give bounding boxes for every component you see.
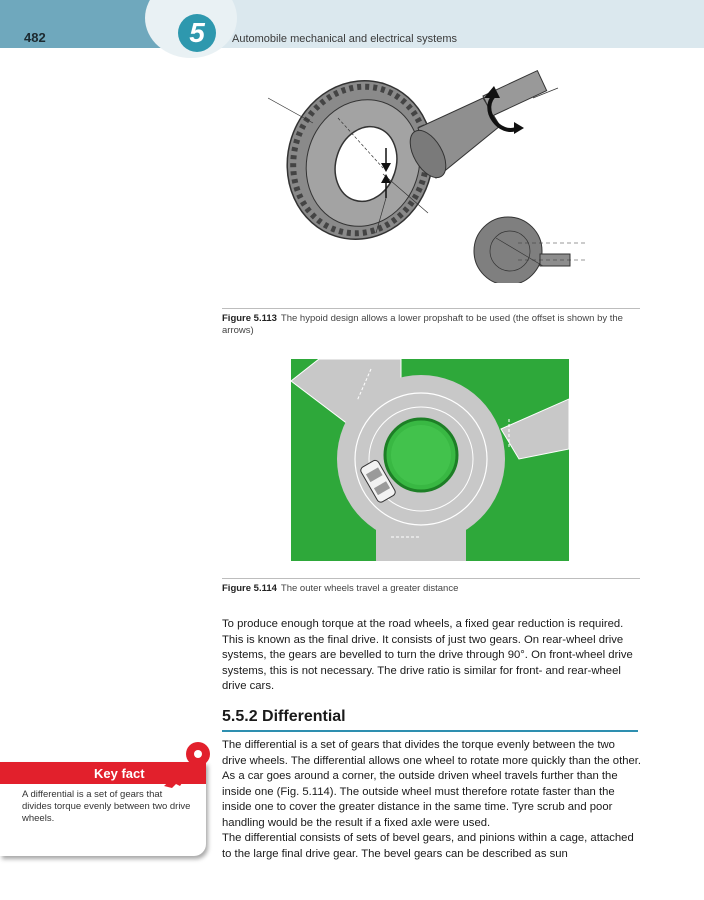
drive-pinion xyxy=(403,71,547,184)
offset-inset-diagram xyxy=(474,217,588,283)
running-title: Automobile mechanical and electrical systems xyxy=(232,33,457,45)
figure-caption-5-113 xyxy=(222,308,640,337)
key-fact-box xyxy=(0,762,206,856)
key-fact-title: Key fact xyxy=(94,766,145,781)
paragraph-final-drive: To produce enough torque at the road wheels, a fixed gear reduction is required. This is known as the final drive. It consists of just two gears. On rear-wheel drive systems, the gears are bevelled to turn the drive through 90°. On front-wheel drive systems, this is not necessary. The drive ratio is similar for front- and rear-wheel drive cars. xyxy=(222,618,633,692)
figure-caption-5-114 xyxy=(222,578,640,595)
key-icon xyxy=(158,740,214,788)
paragraph-differential-gears: The differential consists of sets of bevel gears, and pinions within a cage, attached to the large final drive gear. The bevel gears can be described as sun xyxy=(222,832,634,860)
figure-caption-text: The outer wheels travel a greater distance xyxy=(280,583,459,594)
figure-caption-text: The hypoid design allows a lower propshaft to be used (the offset is shown by the arrows) xyxy=(222,313,623,336)
figure-label: Figure 5.113 xyxy=(222,313,277,324)
key-fact-text: A differential is a set of gears that divides torque evenly between two drive wheels. xyxy=(22,789,191,824)
page-number: 482 xyxy=(24,30,46,45)
roundabout-illustration xyxy=(291,359,569,561)
hypoid-gear-illustration xyxy=(268,68,598,283)
figure-label: Figure 5.114 xyxy=(222,583,277,594)
paragraph-differential-intro: The differential is a set of gears that divides the torque evenly between the two drive wheels. The differential allows one wheel to rotate more quickly than the other. As a car goes around a corner, the outside driven wheel travels further than the inside one (Fig. 5.114). The outside wheel must therefore rotate faster than the inside one to cover the greater distance in the same time. Tyre scrub and poor handling would be the result if a fixed axle were used. xyxy=(222,739,642,829)
section-heading-differential: 5.5.2 Differential xyxy=(222,708,638,732)
chapter-badge: 5 xyxy=(178,14,216,52)
